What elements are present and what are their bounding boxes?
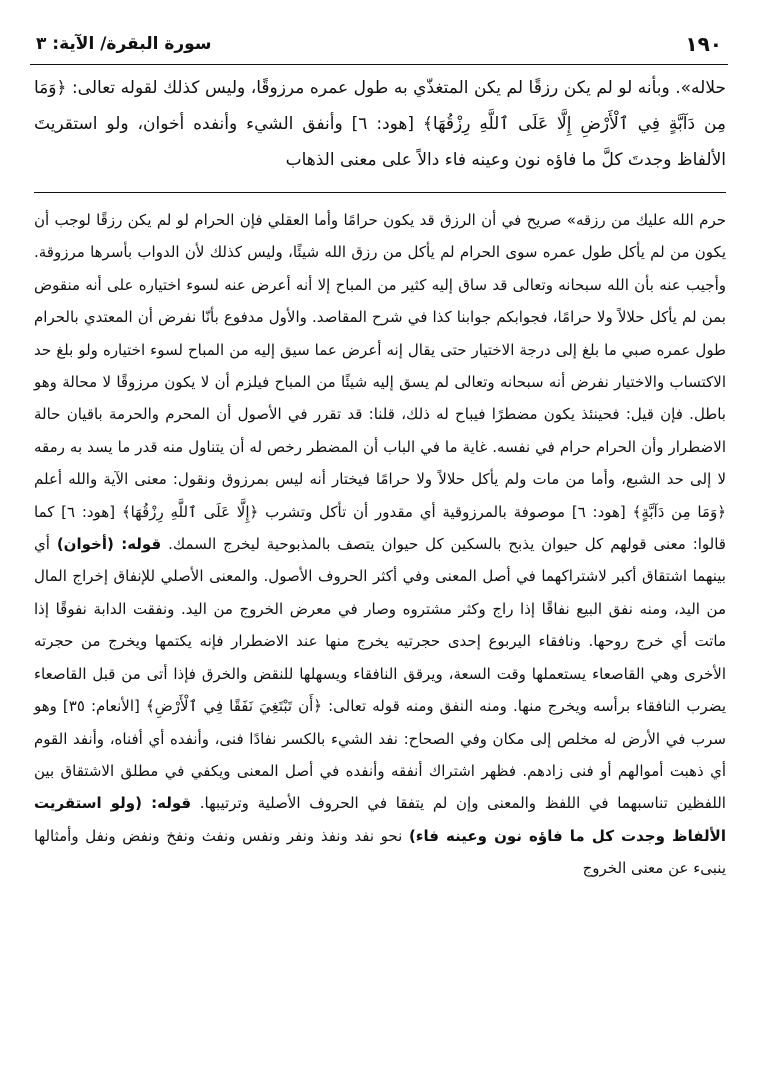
commentary-paragraph — [34, 204, 726, 885]
commentary-text: أي بينهما اشتقاق أكبر لاشتراكهما في أصل المعنى وفي أكثر الحروف الأصول. والمعنى الأصلي للإنفاق إخراج المال من اليد، ومنه نفق البيع نفاقًا إذا راج وكثر مشتروه وصار في معرض الخروج من اليد. ونفقت الدابة نفوقًا إذا ماتت أي خرج روحها. ونافقاء اليربوع إحدى حجرتيه يخرج منها عند الاضطرار فإنه يكتمها ويخرج من حجرته الأخرى وهي القاصعاء يستعملها وقت السعة، ويرقق النافقاء ويسهلها للنقض والخرق فإذا أتى من قبل القاصعاء يضرب النافقاء برأسه ويخرج منها. ومنه النفق ومنه قوله تعالى: ﴿أَن تَبْتَغِيَ نَفَقًا فِي ٱلْأَرْضِ﴾ [الأنعام: ٣٥] وهو سرب في الأرض له مخلص إلى مكان وفي الصحاح: نفد الشيء بالكسر نفادًا فنى، وأنفده أي أفناه، وأنفد القوم أي ذهبت أموالهم أو فنى زادهم. فظهر اشتراك أنفقه وأنفده في أصل المعنى ويكفي في مطلق الاشتقاق بين اللفظين تناسبهما في اللفظ والمعنى وإن لم يتفقا في الحروف الأصلية وترتيبها. — [34, 535, 726, 813]
page-header — [30, 30, 728, 64]
commentary — [34, 204, 726, 885]
page-number: ١٩٠ — [685, 32, 722, 56]
main-text-paragraph: حلاله». وبأنه لو لم يكن رزقًا لم يكن المتغذّي به طول عمره مرزوقًا، وليس كذلك لقوله تعالى: ﴿وَمَا مِن دَآبَّةٍ فِي ٱلْأَرْضِ إِلَّا عَلَى ٱللَّهِ رِزْقُهَا﴾ [هود: ٦] وأنفق الشيء وأنفده أخوان، ولو استقريتَ الألفاظ وجدتَ كلَّ ما فاؤه نون وعينه فاء دالاً على معنى الذهاب — [34, 78, 727, 170]
main-text — [34, 70, 726, 178]
header-divider — [30, 64, 728, 65]
running-title: سورة البقرة/ الآية: ٣ — [36, 34, 212, 54]
commentary-text: حرم الله عليك من رزقه» صريح في أن الرزق قد يكون حرامًا وأما العقلي فإن الحرام لو لم يكن رزقًا لوجب أن يكون من لم يأكل طول عمره سوى الحرام لم يأكل من رزق الله شيئًا، وليس كذلك لأن الدواب بأسرها مرزوقة. وأجيب عنه بأن الله سبحانه وتعالى قد ساق إليه كثير من المباح إلا أنه أعرض عنه لسوء اختياره على أنه منقوض بمن لم يأكل حلالاً ولا حرامًا، فجوابكم جوابنا كذا في شرح المقاصد. والأول مدفوع بأنّا نفرض أن المعتدي بالحرام طول عمره صبي ما بلغ إلى درجة الاختيار حتى يقال إنه أعرض عما سيق إليه من المباح لسوء اختياره ولو بلغ حد الاكتساب والاختيار نفرض أنه سبحانه وتعالى لم يسق إليه شيئًا من المباح فيلزم أن لا يكون مرزوقًا لا محالة وهو باطل. فإن قيل: فحينئذ يكون مضطرًا فيباح له ذلك، قلنا: قد تقرر في الأصول أن المحرم والحرمة باقيان حالة الاضطرار وأن الحرام حرام في نفسه. غاية ما في الباب أن المضطر رخص له أن يتناول منه قدر ما يسد به رمقه لا إلى حد الشبع، وأما من مات ولم يأكل حلالاً ولا حرامًا فيختار أنه ليس بمرزوق ونقول: معنى الآية والله أعلم ﴿وَمَا مِن دَآبَّةٍ﴾ [هود: ٦] موصوفة بالمرزوقية أي مقدور أن تأكل وتشرب ﴿إِلَّا عَلَى ٱللَّهِ رِزْقُهَا﴾ [هود: ٦] كما قالوا: معنى قولهم كل حيوان يذبح بالسكين كل حيوان يتصف بالمذبوحية ليخرج السمك. — [34, 211, 726, 554]
commentary-text: نحو نفد ونفذ ونفر ونفس ونفث ونفخ ونفض ونفل وأمثالها ينبىء عن معنى الخروج — [34, 826, 726, 878]
commentary-label: قوله: (ولو استقريت الألفاظ وجدت كل ما فاؤه نون وعينه فاء) — [34, 794, 726, 845]
footnote-divider — [34, 192, 726, 193]
commentary-label: قوله: (أخوان) — [56, 535, 162, 554]
